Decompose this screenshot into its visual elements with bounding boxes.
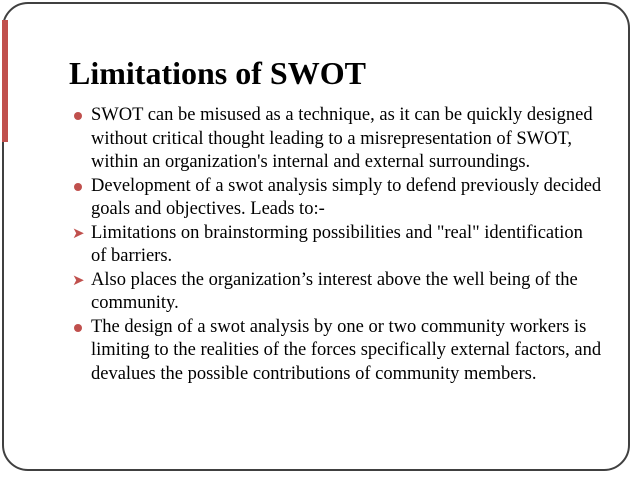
bullet-item-5 bbox=[72, 316, 602, 387]
bullet-arrow-icon: ➤ bbox=[72, 223, 85, 242]
bullet-text: Limitations on brainstorming possibilities and "real" identification of barriers. bbox=[91, 222, 583, 266]
bullet-text: SWOT can be misused as a technique, as it can be quickly designed without critical thought leading to a misrepresentation of SWOT, within an organization's internal and external surroundings. bbox=[91, 105, 593, 172]
bullet-text: Also places the organization’s interest above the well being of the community. bbox=[91, 269, 578, 313]
bullet-list bbox=[72, 104, 602, 386]
bullet-item-1 bbox=[72, 104, 602, 175]
bullet-item-2 bbox=[72, 175, 602, 222]
bullet-dot-icon bbox=[72, 175, 88, 198]
bullet-arrow-icon: ➤ bbox=[72, 270, 85, 289]
bullet-text: Development of a swot analysis simply to defend previously decided goals and objectives. Leads to:- bbox=[91, 175, 602, 219]
bullet-text: The design of a swot analysis by one or two community workers is limiting to the realities of the forces specifically external factors, and devalues the possible contributions of community members. bbox=[91, 316, 602, 384]
bullet-dot-icon bbox=[72, 316, 88, 339]
bullet-item-3 bbox=[72, 222, 602, 269]
accent-bar bbox=[2, 20, 8, 142]
bullet-item-4 bbox=[72, 269, 602, 316]
slide-title: Limitations of SWOT bbox=[69, 55, 366, 91]
bullet-dot-icon bbox=[72, 104, 88, 127]
